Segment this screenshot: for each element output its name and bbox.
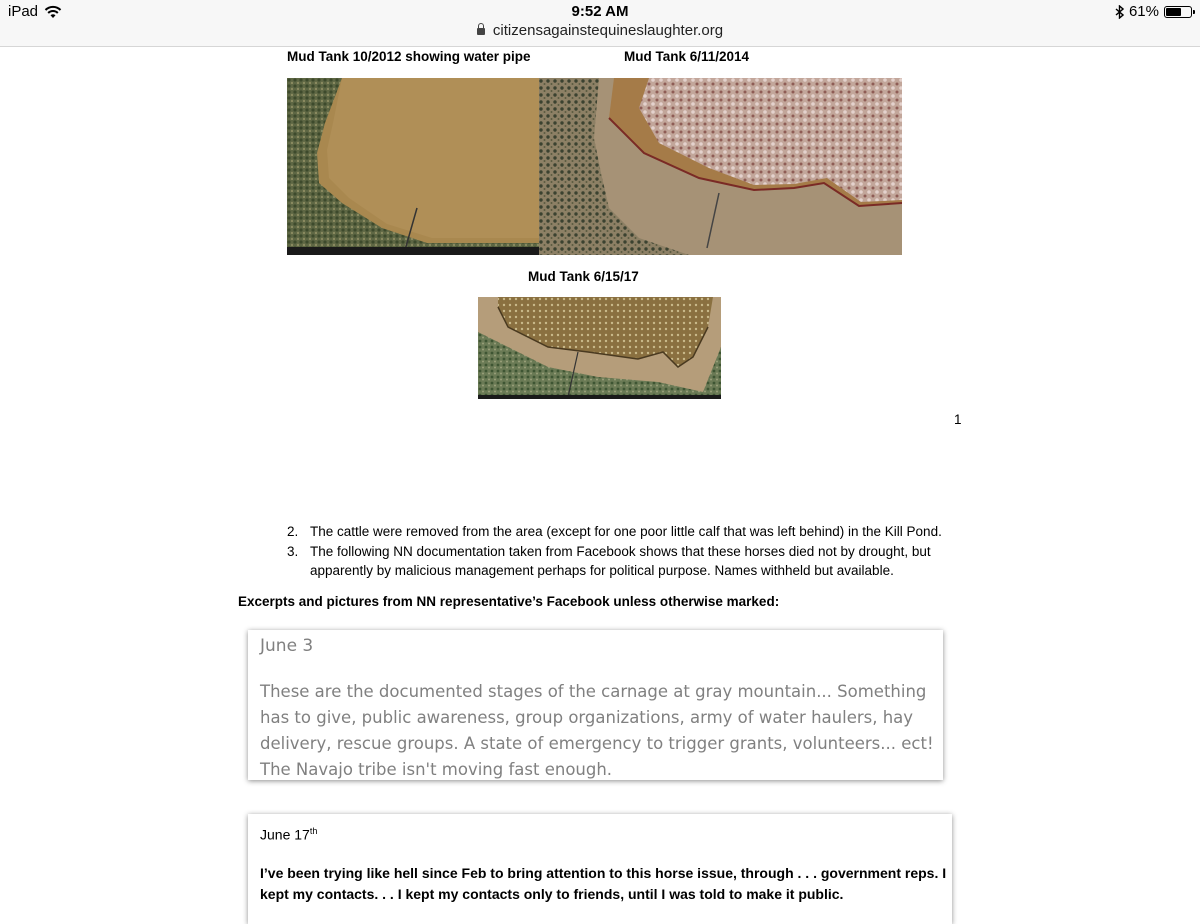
photo3-caption: Mud Tank 6/15/17 — [528, 269, 639, 284]
list-item-number: 2. — [287, 524, 299, 539]
battery-fill — [1166, 8, 1181, 16]
lock-icon — [477, 28, 485, 35]
list-item-text: The following NN documentation taken from Facebook shows that these horses died not by drought, but apparently by malicious management perhaps for political purpose. Names withheld but available. — [310, 543, 931, 578]
list-item-text: The cattle were removed from the area (except for one poor little calf that was left behind) in the Kill Pond. — [310, 524, 942, 539]
device-label: iPad — [8, 3, 39, 20]
status-time: 9:52 AM — [571, 3, 629, 20]
battery-percent: 61% — [1128, 3, 1159, 20]
status-right — [1115, 3, 1192, 20]
post-date: June 3 — [260, 636, 314, 656]
post-text: I’ve been trying like hell since Feb to bring attention to this horse issue, through . . . government reps. I kept my contacts. . . I kept my contacts only to friends, until I was told to make it public. — [260, 865, 947, 902]
post-date — [260, 826, 317, 843]
photo2-caption: Mud Tank 6/11/2014 — [624, 49, 750, 64]
page-number: 1 — [954, 412, 962, 427]
excerpts-heading: Excerpts and pictures from NN representative’s Facebook unless otherwise marked: — [238, 594, 780, 609]
mud-tank-2014-photo — [539, 78, 902, 255]
post-text: These are the documented stages of the carnage at gray mountain... Something has to give, public awareness, group organizations, army of water haulers, hay delivery, rescue groups. A state of emergency to trigger grants, volunteers... ect! The Navajo tribe isn't moving fast enough. — [260, 682, 934, 779]
url-text: citizensagainstequineslaughter.org — [492, 22, 724, 39]
bluetooth-icon — [1115, 5, 1124, 19]
list-item — [287, 522, 967, 542]
mud-tank-2012-photo — [287, 78, 540, 255]
list-item — [287, 542, 967, 581]
mud-tank-2017-photo — [478, 297, 721, 399]
numbered-list — [287, 522, 967, 581]
browser-top-bar — [0, 0, 1200, 47]
post-date-suffix: th — [309, 826, 318, 836]
post-date-main: June 17 — [260, 826, 310, 843]
facebook-post-june-17 — [248, 814, 952, 924]
address-bar[interactable] — [0, 22, 1200, 39]
photo1-caption: Mud Tank 10/2012 showing water pipe — [287, 49, 531, 64]
facebook-post-june-3 — [248, 630, 943, 780]
list-item-number: 3. — [287, 543, 299, 559]
battery-icon — [1164, 6, 1192, 18]
